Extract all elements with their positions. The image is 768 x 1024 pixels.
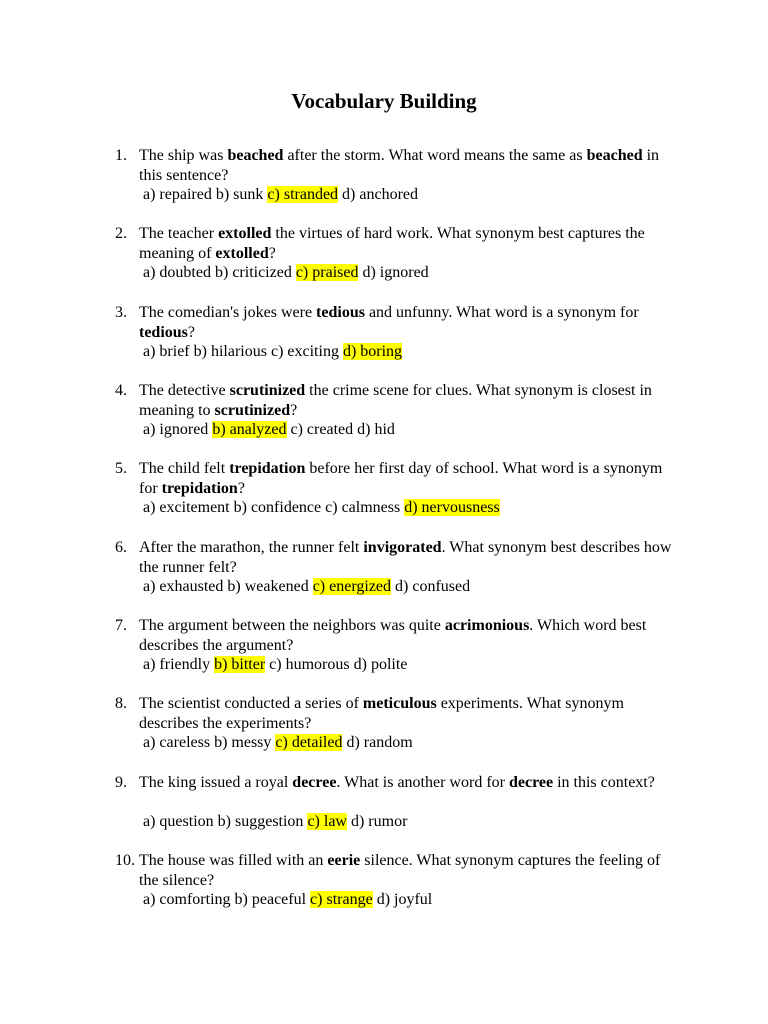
answer-options <box>143 342 402 362</box>
vocabulary-word: trepidation <box>161 479 238 497</box>
question-number: 8. <box>115 695 127 712</box>
answer-option-highlighted: c) praised <box>295 264 359 281</box>
vocabulary-word: meticulous <box>362 695 437 712</box>
question-number: 2. <box>115 225 127 242</box>
answer-option: a) repaired <box>143 186 212 203</box>
question-number: 6. <box>115 539 127 556</box>
answer-option: a) comforting <box>143 891 231 908</box>
question-text: in this context? <box>553 774 655 791</box>
question-stem <box>139 616 679 655</box>
answer-option: b) peaceful <box>234 891 307 908</box>
question-number: 4. <box>115 382 127 399</box>
question-stem <box>139 146 679 185</box>
question-stem <box>139 459 679 498</box>
answer-option: b) weakened <box>227 578 309 595</box>
question-text: ? <box>237 479 245 497</box>
answer-option: c) calmness <box>325 499 401 516</box>
question-number: 7. <box>115 617 127 634</box>
vocabulary-word: beached <box>227 147 284 164</box>
question-number: 1. <box>115 147 127 164</box>
question-text: before her first day of school. What word is a synonym for <box>139 460 663 497</box>
question-text: after the storm. What word means the same as <box>283 147 587 164</box>
question-text: silence. What synonym captures the feeling of the silence? <box>139 852 661 889</box>
answer-option-highlighted: b) bitter <box>214 656 266 673</box>
question-text: The ship was <box>139 147 228 164</box>
answer-option: c) humorous <box>269 656 350 673</box>
answer-option-highlighted: d) boring <box>342 343 403 360</box>
answer-option: a) exhausted <box>143 578 224 595</box>
answer-option: d) rumor <box>350 813 408 830</box>
vocabulary-word: scrutinized <box>214 401 291 419</box>
answer-option: d) anchored <box>342 186 419 203</box>
question-text: . Which word best describes the argument? <box>139 617 647 654</box>
answer-options <box>143 655 407 675</box>
answer-options <box>143 263 429 283</box>
vocabulary-word: trepidation <box>229 460 306 477</box>
answer-option: b) hilarious <box>193 343 267 360</box>
answer-option: b) suggestion <box>217 813 304 830</box>
question-stem <box>139 538 679 577</box>
question-text: The scientist conducted a series of <box>139 695 363 712</box>
question-text: The child felt <box>139 460 230 477</box>
answer-options <box>143 812 407 832</box>
question-text: . What is another word for <box>336 774 509 791</box>
vocabulary-word: invigorated <box>363 539 442 556</box>
answer-option-highlighted: b) analyzed <box>212 421 287 438</box>
question-stem <box>139 224 679 263</box>
question-stem <box>139 303 679 342</box>
answer-option: b) messy <box>214 734 272 751</box>
question-text: After the marathon, the runner felt <box>139 539 364 556</box>
answer-option: d) joyful <box>376 891 433 908</box>
answer-option: a) careless <box>143 734 211 751</box>
answer-options <box>143 890 432 910</box>
question-text: and unfunny. What word is a synonym for <box>364 304 639 321</box>
answer-option-highlighted: c) detailed <box>275 734 343 751</box>
vocabulary-word: tedious <box>139 323 188 341</box>
vocabulary-word: extolled <box>218 225 272 242</box>
question-stem <box>139 694 679 733</box>
answer-option: b) sunk <box>215 186 264 203</box>
answer-option: a) friendly <box>143 656 211 673</box>
answer-option: d) confused <box>395 578 471 595</box>
question-stem <box>139 851 679 890</box>
answer-options <box>143 577 470 597</box>
answer-options <box>143 733 413 753</box>
question-text: The argument between the neighbors was quite <box>139 617 445 634</box>
question-number: 9. <box>115 774 127 791</box>
question-text: ? <box>290 401 298 419</box>
page-title: Vocabulary Building <box>291 89 477 113</box>
question-text: The king issued a royal <box>139 774 293 791</box>
answer-options <box>143 420 395 440</box>
answer-option: c) exciting <box>270 343 339 360</box>
question-text: experiments. What synonym describes the experiments? <box>139 695 624 732</box>
answer-option-highlighted: c) strange <box>310 891 373 908</box>
question-stem <box>139 381 679 420</box>
answer-option: d) random <box>346 734 413 751</box>
question-text: The comedian's jokes were <box>139 304 317 321</box>
question-number: 5. <box>115 460 127 477</box>
question-text: The detective <box>139 382 230 399</box>
question-number: 10. <box>115 852 135 869</box>
answer-options <box>143 185 418 205</box>
answer-option: b) confidence <box>233 499 322 516</box>
question-text: The house was filled with an <box>139 852 328 869</box>
answer-option-highlighted: c) law <box>307 813 347 830</box>
question-number: 3. <box>115 304 127 321</box>
answer-option-highlighted: c) energized <box>312 578 392 595</box>
vocabulary-word: eerie <box>327 852 361 869</box>
question-text: the crime scene for clues. What synonym is closest in meaning to <box>139 382 652 419</box>
answer-option: a) excitement <box>143 499 230 516</box>
answer-option: c) created <box>290 421 354 438</box>
vocabulary-word: acrimonious <box>444 617 530 634</box>
vocabulary-word: scrutinized <box>229 382 306 399</box>
vocabulary-word: decree <box>508 774 554 791</box>
question-text: . What synonym best describes how the runner felt? <box>139 539 672 576</box>
vocabulary-word: tedious <box>316 304 365 321</box>
answer-option: d) polite <box>353 656 408 673</box>
question-text: ? <box>268 244 276 262</box>
answer-option: a) doubted <box>143 264 211 281</box>
answer-option: d) hid <box>357 421 395 438</box>
answer-option: a) ignored <box>143 421 209 438</box>
answer-option-highlighted: c) stranded <box>267 186 339 203</box>
vocabulary-word: extolled <box>215 244 269 262</box>
answer-option: a) question <box>143 813 214 830</box>
question-stem <box>139 773 679 793</box>
vocabulary-word: decree <box>292 774 337 791</box>
question-text: ? <box>187 323 196 341</box>
answer-option: a) brief <box>143 343 190 360</box>
question-text: in this sentence? <box>139 147 660 184</box>
question-text: The teacher <box>139 225 219 242</box>
question-text: the virtues of hard work. What synonym best captures the meaning of <box>139 225 645 262</box>
answer-option: d) ignored <box>362 264 429 281</box>
answer-options <box>143 498 500 518</box>
vocabulary-word: beached <box>586 147 643 164</box>
answer-option: b) criticized <box>214 264 292 281</box>
answer-option-highlighted: d) nervousness <box>404 499 500 516</box>
